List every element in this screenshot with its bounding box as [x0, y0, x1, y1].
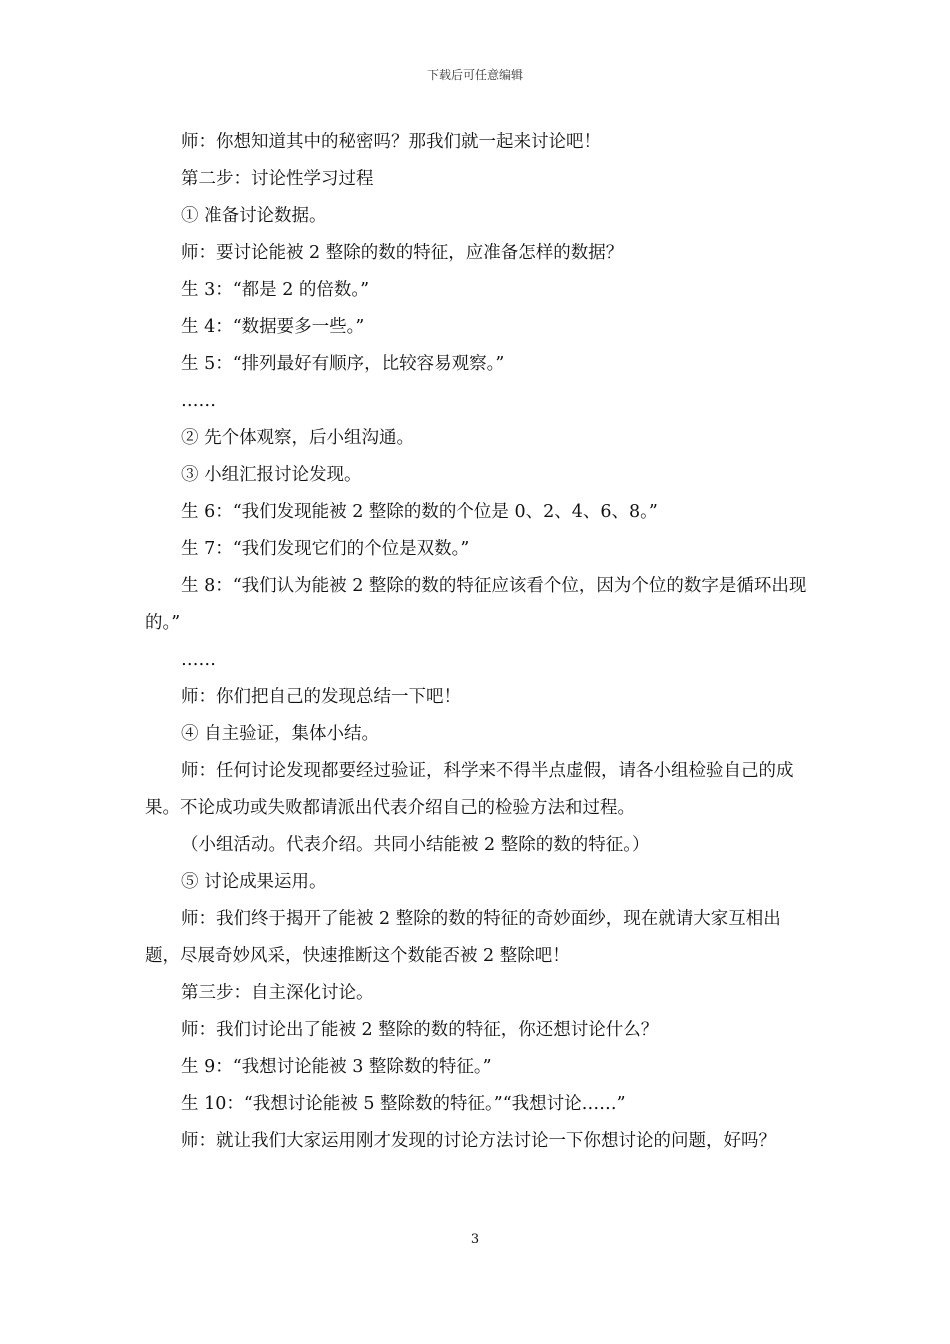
paragraph-ellipsis-2: …… — [181, 650, 216, 670]
page-number: 3 — [470, 1232, 480, 1247]
paragraph-teacher-summarize: 师：你们把自己的发现总结一下吧！ — [181, 687, 461, 707]
paragraph-student-10: 生 10：“我想讨论能被 5 整除数的特征。”“我想讨论……” — [181, 1094, 626, 1114]
paragraph-step-two-heading: 第二步：讨论性学习过程 — [181, 169, 374, 189]
document-body — [145, 124, 810, 1160]
paragraph-teacher-question: 师：要讨论能被 2 整除的数的特征，应准备怎样的数据？ — [181, 243, 624, 263]
paragraph-ellipsis-1: …… — [181, 391, 216, 411]
paragraph-apply-results: ⑤ 讨论成果运用。 — [181, 872, 327, 892]
paragraph-student-3: 生 3：“都是 2 的倍数。” — [181, 280, 370, 300]
paragraph-teacher-next: 师：我们讨论出了能被 2 整除的数的特征，你还想讨论什么？ — [181, 1020, 659, 1040]
page-header: 下载后可任意编辑 — [426, 68, 523, 82]
paragraph-group-activity: （小组活动。代表介绍。共同小结能被 2 整除的数的特征。） — [181, 835, 650, 855]
paragraph-individual-observe: ② 先个体观察，后小组沟通。 — [181, 428, 415, 448]
paragraph-student-8: 生 8：“我们认为能被 2 整除的数的特征应该看个位，因为个位的数字是循环出现的。” — [145, 576, 807, 633]
paragraph-prepare-data: ① 准备讨论数据。 — [181, 206, 327, 226]
paragraph-teacher-intro: 师：你想知道其中的秘密吗？那我们就一起来讨论吧！ — [181, 132, 601, 152]
paragraph-teacher-challenge: 师：我们终于揭开了能被 2 整除的数的特征的奇妙面纱，现在就请大家互相出题，尽展奇妙风采，快速推断这个数能否被 2 整除吧！ — [145, 909, 781, 966]
paragraph-student-4: 生 4：“数据要多一些。” — [181, 317, 365, 337]
paragraph-student-9: 生 9：“我想讨论能被 3 整除数的特征。” — [181, 1057, 492, 1077]
paragraph-step-three-heading: 第三步：自主深化讨论。 — [181, 983, 374, 1003]
paragraph-group-report: ③ 小组汇报讨论发现。 — [181, 465, 362, 485]
paragraph-student-6: 生 6：“我们发现能被 2 整除的数的个位是 0、2、4、6、8。” — [181, 502, 658, 522]
paragraph-self-verify: ④ 自主验证，集体小结。 — [181, 724, 380, 744]
paragraph-student-7: 生 7：“我们发现它们的个位是双数。” — [181, 539, 470, 559]
paragraph-student-5: 生 5：“排列最好有顺序，比较容易观察。” — [181, 354, 505, 374]
paragraph-teacher-verify: 师：任何讨论发现都要经过验证，科学来不得半点虚假，请各小组检验自己的成果。不论成功或失败都请派出代表介绍自己的检验方法和过程。 — [145, 761, 794, 818]
paragraph-teacher-closing: 师：就让我们大家运用刚才发现的讨论方法讨论一下你想讨论的问题，好吗？ — [181, 1131, 776, 1151]
